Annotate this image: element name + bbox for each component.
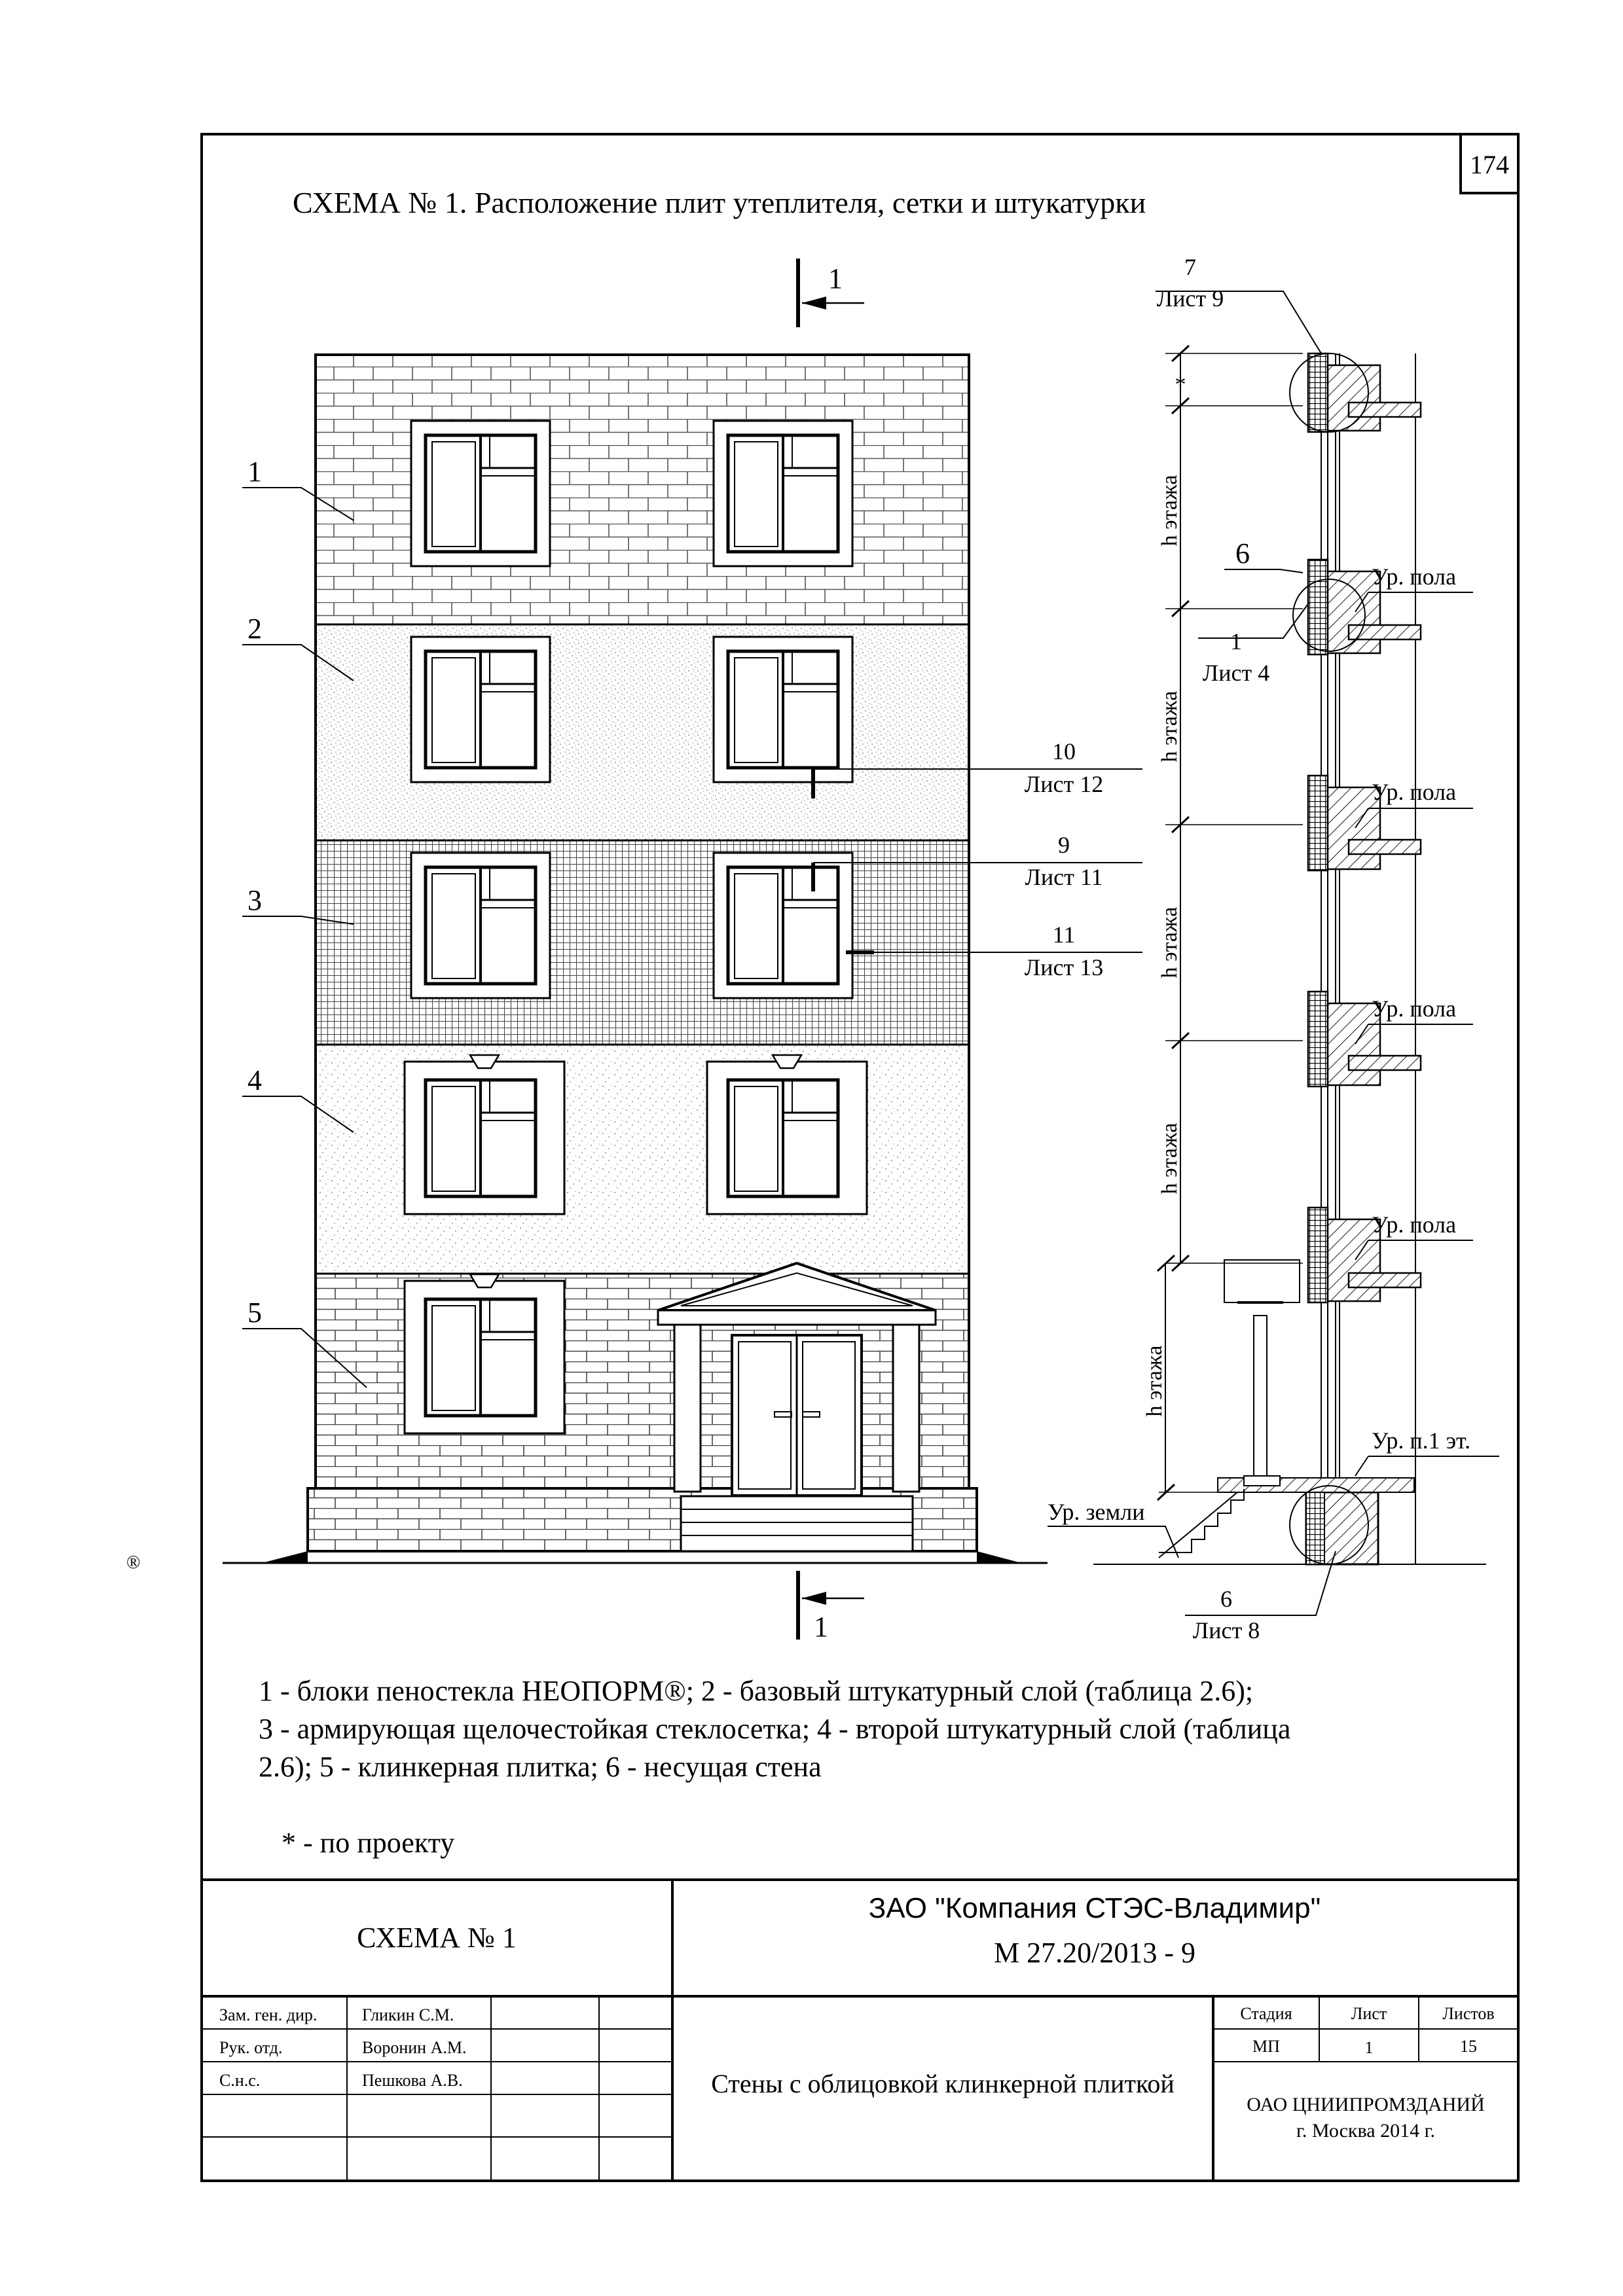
callout-9-number: 9 [1058,832,1070,858]
facade-window [405,1274,564,1433]
legend-line-1: 1 - блоки пеностекла НЕОПОРМ®; 2 - базовый штукатурный слой (таблица 2.6); [259,1675,1254,1707]
layer-label-1: 1 [247,456,262,488]
wall-section [1048,254,1499,1643]
tb-name-3: Пешкова А.В. [362,2071,463,2090]
bearing-wall-label: 6 [1235,537,1250,569]
legend-line-3: 2.6); 5 - клинкерная плитка; 6 - несущая стена [259,1751,822,1783]
legend-footnote: * - по проекту [282,1827,455,1859]
tb-name-1: Гликин С.М. [362,2005,454,2024]
callout-10-sheet: Лист 12 [1024,771,1104,797]
ground-level-label: Ур. земли [1048,1499,1145,1525]
tb-stage: МП [1252,2037,1280,2056]
floor-level-label-1: Ур. пола [1372,1211,1457,1238]
title-block-scheme: СХЕМА № 1 [357,1922,517,1954]
title-block-code: М 27.20/2013 - 9 [994,1937,1195,1969]
tb-stage-header: Стадия [1240,2004,1292,2023]
floor-height-1: h этажа [1142,1345,1167,1417]
legend [259,1672,1476,1786]
section-callout-7-number: 7 [1184,254,1196,280]
tb-sheets: 15 [1460,2037,1477,2056]
section-callout-1-sheet: Лист 4 [1202,660,1270,686]
layer-label-4: 4 [247,1064,262,1096]
section-cut-top [798,259,864,327]
facade-window [714,421,852,566]
tb-org-line1: ОАО ЦНИИПРОМЗДАНИЙ [1247,2094,1485,2115]
layer-label-5: 5 [247,1297,262,1329]
section-mark-top: 1 [828,262,843,295]
asterisk-dim: * [1175,372,1186,397]
facade-elevation [223,259,1142,1643]
facade-window [411,421,550,566]
facade-window [411,853,550,998]
section-mark-bottom: 1 [814,1611,828,1643]
floor-height-3: h этажа [1158,906,1182,978]
portico-column-section [1254,1316,1267,1476]
facade-window [707,1055,867,1214]
callout-11-sheet: Лист 13 [1024,954,1104,980]
facade-window [405,1055,564,1214]
floor-height-5: h этажа [1158,475,1182,547]
callout-10-number: 10 [1052,738,1076,764]
section-callout-6-number: 6 [1220,1586,1232,1612]
section-cut-bottom [798,1571,864,1643]
floor-level-label-3: Ур. пола [1372,779,1457,805]
tb-sheets-header: Листов [1442,2004,1495,2023]
first-floor-level-label: Ур. п.1 эт. [1372,1427,1471,1454]
tb-role-3: С.н.с. [219,2071,261,2090]
section-floor [1308,353,1421,432]
title-block-doc-title: Стены с облицовкой клинкерной плиткой [711,2069,1175,2098]
entrance-stair [1159,1489,1244,1552]
page-title: СХЕМА № 1. Расположение плит утеплителя, сетки и штукатурки [293,186,1146,219]
floor-level-label-2: Ур. пола [1372,996,1457,1022]
tb-name-2: Воронин А.М. [362,2038,467,2057]
tb-sheet: 1 [1364,2038,1374,2057]
callout-9-sheet: Лист 11 [1025,864,1103,890]
entrance-portico [658,1263,936,1551]
floor-height-2: h этажа [1158,1122,1182,1194]
tb-org-line2: г. Москва 2014 г. [1296,2120,1435,2142]
legend-line-2: 3 - армирующая щелочестойкая стеклосетка; 4 - второй штукатурный слой (таблица [259,1713,1291,1745]
tb-role-2: Рук. отд. [219,2038,283,2057]
layer-label-3: 3 [247,884,262,916]
section-floors [1308,353,1421,1302]
callout-11-number: 11 [1052,922,1076,948]
section-callout-7-sheet: Лист 9 [1156,285,1224,312]
floor-level-label-4: Ур. пола [1372,564,1457,590]
section-callout-6-sheet: Лист 8 [1192,1617,1260,1643]
section-callout-1-number: 1 [1230,628,1242,655]
layer-label-2: 2 [247,613,262,645]
floor-height-4: h этажа [1158,691,1182,762]
tb-role-1: Зам. ген. дир. [219,2005,318,2024]
registered-mark: ® [126,1552,141,1573]
portico-canopy-section [1224,1260,1300,1302]
title-block-company: ЗАО "Компания СТЭС-Владимир" [868,1892,1321,1924]
facade-window [411,637,550,782]
sheet-number: 174 [1470,150,1509,179]
facade-window [714,853,852,998]
facade-window [714,637,852,782]
entrance-steps [681,1496,913,1551]
tb-sheet-header: Лист [1351,2004,1387,2023]
